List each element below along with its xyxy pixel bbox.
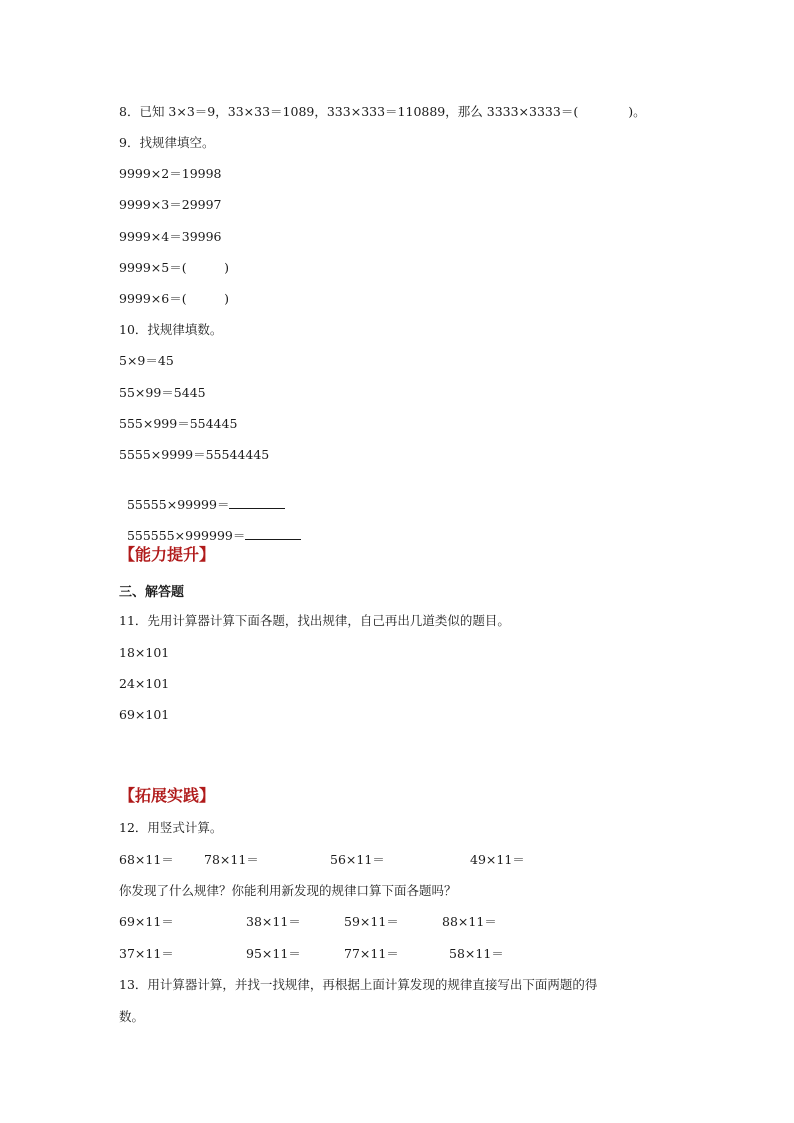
- q11-line-3: 69×101: [119, 707, 170, 722]
- q10-line-1: 5×9＝45: [119, 353, 174, 368]
- q11-line-1: 18×101: [119, 645, 170, 660]
- q9-line-4: 9999×5＝( ): [119, 260, 229, 275]
- q12-row1-item-2: 78×11＝: [204, 852, 259, 867]
- q10-blank-row-2: [119, 508, 301, 545]
- q12-title: 12．用竖式计算。: [119, 820, 223, 835]
- q12-row2-item-1: 69×11＝: [119, 914, 174, 929]
- q13-line-1: 13．用计算器计算，并找一找规律，再根据上面计算发现的规律直接写出下面两题的得: [119, 977, 598, 992]
- q12-row2-item-2: 38×11＝: [246, 914, 301, 929]
- q12-question: 你发现了什么规律？你能利用新发现的规律口算下面各题吗？: [119, 883, 457, 898]
- answer-blank[interactable]: [229, 495, 285, 509]
- q9-line-3: 9999×4＝39996: [119, 229, 222, 244]
- q12-row1-item-1: 68×11＝: [119, 852, 174, 867]
- q12-row3-item-4: 58×11＝: [449, 946, 504, 961]
- q12-row1-item-3: 56×11＝: [330, 852, 385, 867]
- q9-title: 9．找规律填空。: [119, 135, 215, 150]
- q10-line-3: 555×999＝554445: [119, 416, 238, 431]
- q10-blank-label-2: 555555×999999＝: [126, 528, 246, 543]
- q10-line-2: 55×99＝5445: [119, 385, 206, 400]
- q12-row3-item-3: 77×11＝: [344, 946, 399, 961]
- section-ability-heading: 【能力提升】: [119, 545, 216, 564]
- q9-line-1: 9999×2＝19998: [119, 166, 222, 181]
- q13-line-2: 数。: [119, 1009, 145, 1024]
- q10-title: 10．找规律填数。: [119, 322, 223, 337]
- q9-line-5: 9999×6＝( ): [119, 291, 229, 306]
- q10-blank-label-1: 55555×99999＝: [126, 497, 230, 512]
- section-three-title: 三、解答题: [119, 585, 185, 600]
- q8-text: 8．已知 3×3＝9，33×33＝1089，333×333＝110889，那么 3333×3333＝( )。: [119, 104, 646, 119]
- section-expand-heading: 【拓展实践】: [119, 786, 216, 805]
- q9-line-2: 9999×3＝29997: [119, 197, 222, 212]
- q12-row1-item-4: 49×11＝: [470, 852, 525, 867]
- q12-row2-item-4: 88×11＝: [442, 914, 497, 929]
- q11-line-2: 24×101: [119, 676, 170, 691]
- answer-blank[interactable]: [245, 526, 301, 540]
- q12-row3-item-2: 95×11＝: [246, 946, 301, 961]
- q10-line-4: 5555×9999＝55544445: [119, 447, 270, 462]
- q12-row2-item-3: 59×11＝: [344, 914, 399, 929]
- q11-title: 11．先用计算器计算下面各题，找出规律，自己再出几道类似的题目。: [119, 613, 510, 628]
- q12-row3-item-1: 37×11＝: [119, 946, 174, 961]
